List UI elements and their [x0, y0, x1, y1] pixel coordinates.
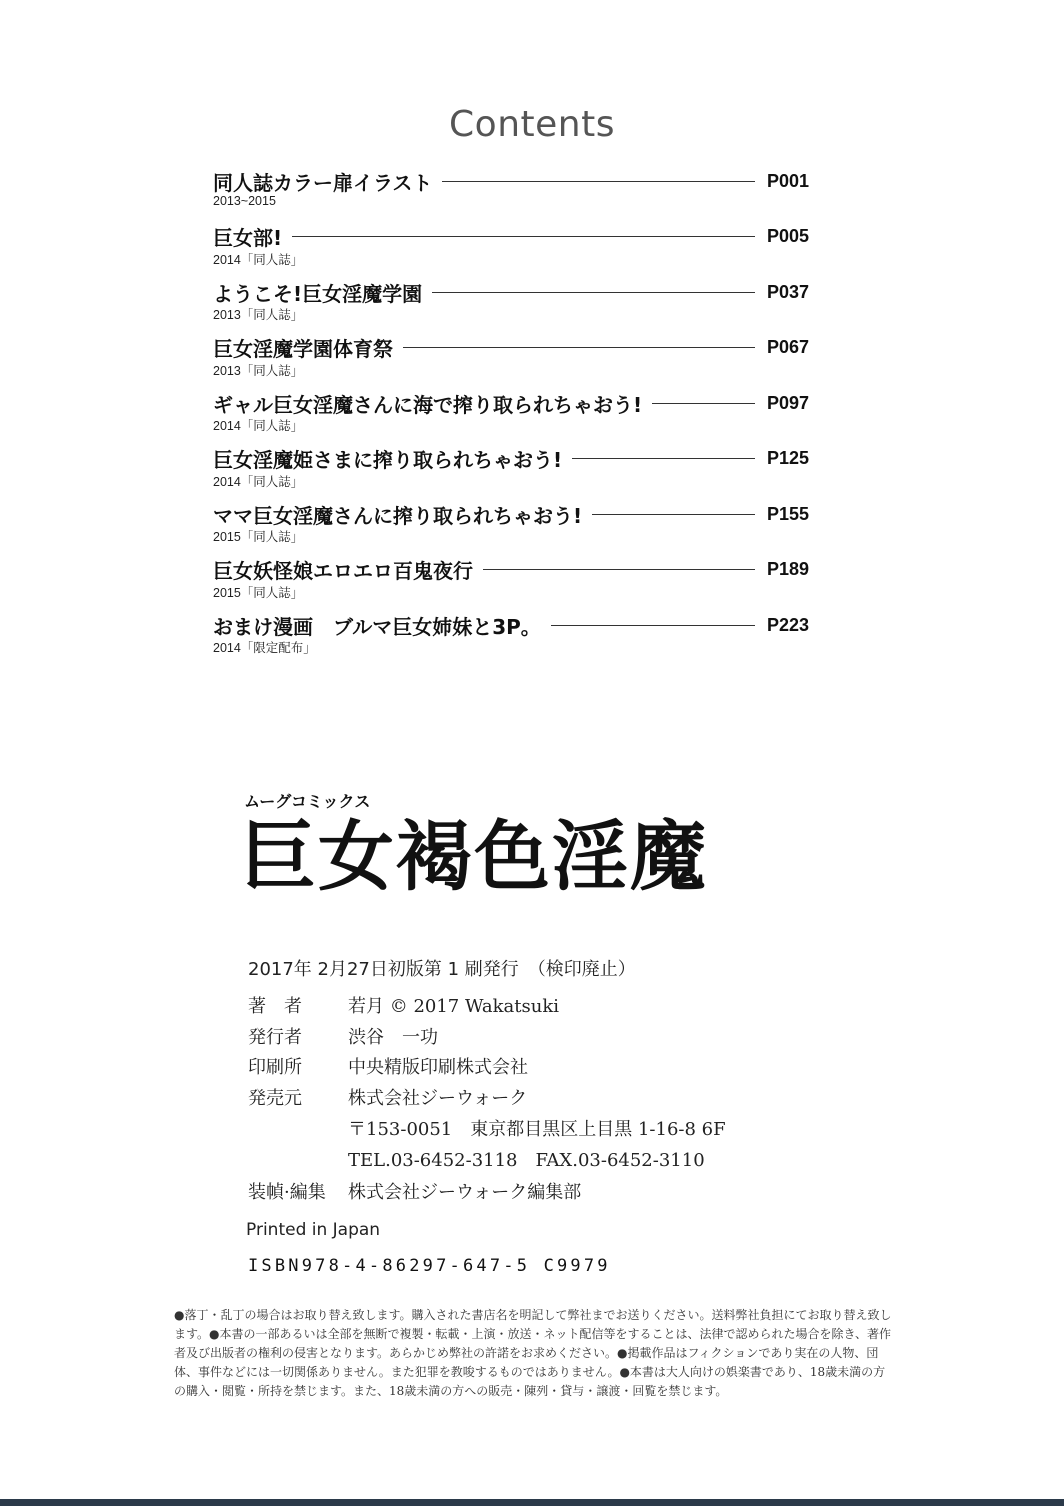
toc-entry-note: 2014「同人誌」 — [213, 419, 304, 433]
credit-row-author — [248, 992, 726, 1023]
toc-entry-note: 2015「同人誌」 — [213, 585, 304, 600]
credit-key: 印刷所 — [248, 1057, 302, 1078]
table-of-contents — [213, 166, 813, 666]
credit-value: 株式会社ジーウォーク編集部 — [348, 1181, 582, 1203]
toc-leader-line — [551, 625, 755, 626]
toc-entry-page: P001 — [767, 170, 810, 191]
toc-entry-note: 2014「限定配布」 — [213, 641, 316, 655]
toc-entry-title: ようこそ!巨女淫魔学園 — [213, 281, 423, 306]
toc-entry — [213, 222, 813, 278]
credit-key: 著 者 — [248, 996, 302, 1017]
toc-entry-title: おまけ漫画 ブルマ巨女姉妹と3P。 — [213, 614, 541, 639]
toc-entry-title: ママ巨女淫魔さんに搾り取られちゃおう! — [213, 503, 583, 528]
credit-row-publisher — [248, 1023, 726, 1054]
toc-leader-line — [432, 292, 755, 293]
toc-leader-line — [483, 569, 755, 570]
distributor-address: 〒153-0051 東京都目黒区上目黒 1-16-8 6F — [348, 1118, 726, 1140]
credit-key: 発売元 — [248, 1087, 302, 1109]
isbn-code: ISBN978-4-86297-647-5 C9979 — [248, 1256, 611, 1276]
toc-entry-title: ギャル巨女淫魔さんに海で搾り取られちゃおう! — [213, 392, 643, 417]
toc-entry-title: 巨女淫魔姫さまに搾り取られちゃおう! — [213, 448, 563, 472]
credit-value: 若月 © 2017 Wakatsuki — [348, 996, 560, 1017]
toc-entry — [213, 333, 813, 389]
toc-entry — [213, 555, 813, 611]
toc-leader-line — [292, 236, 755, 237]
credit-value: 中央精版印刷株式会社 — [348, 1057, 528, 1078]
toc-entry — [213, 499, 813, 555]
toc-entry-title: 巨女妖怪娘エロエロ百鬼夜行 — [213, 559, 473, 583]
toc-entry-note: 2015「同人誌」 — [213, 530, 304, 544]
distributor-name: 株式会社ジーウォーク — [348, 1087, 528, 1109]
toc-entry-page: P125 — [767, 448, 810, 468]
bottom-border — [0, 1499, 1064, 1506]
credit-row-distributor — [248, 1084, 726, 1172]
toc-entry-page: P037 — [767, 281, 810, 302]
legal-notice: ●落丁・乱丁の場合はお取り替え致します。購入された書店名を明記して弊社までお送りください。送料弊社負担にてお取り替え致します。●本書の一部あるいは全部を無断で複製・転載・上演・放送・ネット配信等をすることは、法律で認められた場合を除き、著作者及び出版者の権利の侵害となります。あらかじめ弊社の許諾をお求めください。●掲載作品はフィクションであり実在の人物、団体、事件などには一切関係ありません。また犯罪を教唆するものではありません。●本書は大人向けの娯楽書であり、18歳未満の方の購入・閲覧・所持を禁じます。また、18歳未満の方への販売・陳列・貸与・譲渡・回覧を禁じます。 — [174, 1308, 892, 1398]
toc-leader-line — [572, 458, 755, 459]
credit-key: 装幀·編集 — [248, 1181, 326, 1203]
toc-entry-note: 2013~2015 — [213, 194, 276, 208]
toc-entry — [213, 444, 813, 500]
toc-entry-note: 2014「同人誌」 — [213, 474, 304, 489]
imprint-label: ムーグコミックス — [244, 792, 371, 811]
toc-entry-title: 巨女淫魔学園体育祭 — [213, 337, 393, 361]
toc-leader-line — [592, 514, 755, 515]
credit-value: 渋谷 一功 — [348, 1026, 438, 1048]
contents-heading: Contents — [449, 104, 615, 145]
toc-leader-line — [403, 347, 755, 348]
toc-entry-note: 2013「同人誌」 — [213, 308, 304, 322]
toc-entry — [213, 166, 813, 222]
toc-entry-page: P223 — [767, 614, 810, 635]
publication-date: 2017年 2月27日初版第 1 刷発行 （検印廃止） — [248, 959, 636, 980]
credit-row-printer — [248, 1053, 726, 1084]
credit-row-design — [248, 1178, 726, 1209]
toc-entry — [213, 277, 813, 333]
toc-entry — [213, 388, 813, 444]
toc-entry-page: P005 — [767, 226, 810, 246]
toc-leader-line — [442, 181, 755, 182]
toc-entry-page: P155 — [767, 503, 810, 524]
toc-entry — [213, 610, 813, 666]
toc-entry-title: 同人誌カラー扉イラスト — [213, 170, 433, 195]
toc-entry-page: P189 — [767, 559, 810, 579]
credit-key: 発行者 — [248, 1026, 302, 1048]
toc-entry-note: 2013「同人誌」 — [213, 363, 304, 378]
toc-entry-page: P067 — [767, 337, 810, 357]
credits-block — [248, 992, 726, 1208]
toc-entry-title: 巨女部! — [213, 226, 283, 250]
printed-in-text: Printed in Japan — [246, 1220, 381, 1240]
toc-entry-note: 2014「同人誌」 — [213, 252, 304, 267]
toc-entry-page: P097 — [767, 392, 810, 413]
distributor-phone: TEL.03-6452-3118 FAX.03-6452-3110 — [348, 1149, 705, 1171]
toc-leader-line — [652, 403, 755, 404]
book-title: 巨女褐色淫魔 — [240, 812, 708, 901]
